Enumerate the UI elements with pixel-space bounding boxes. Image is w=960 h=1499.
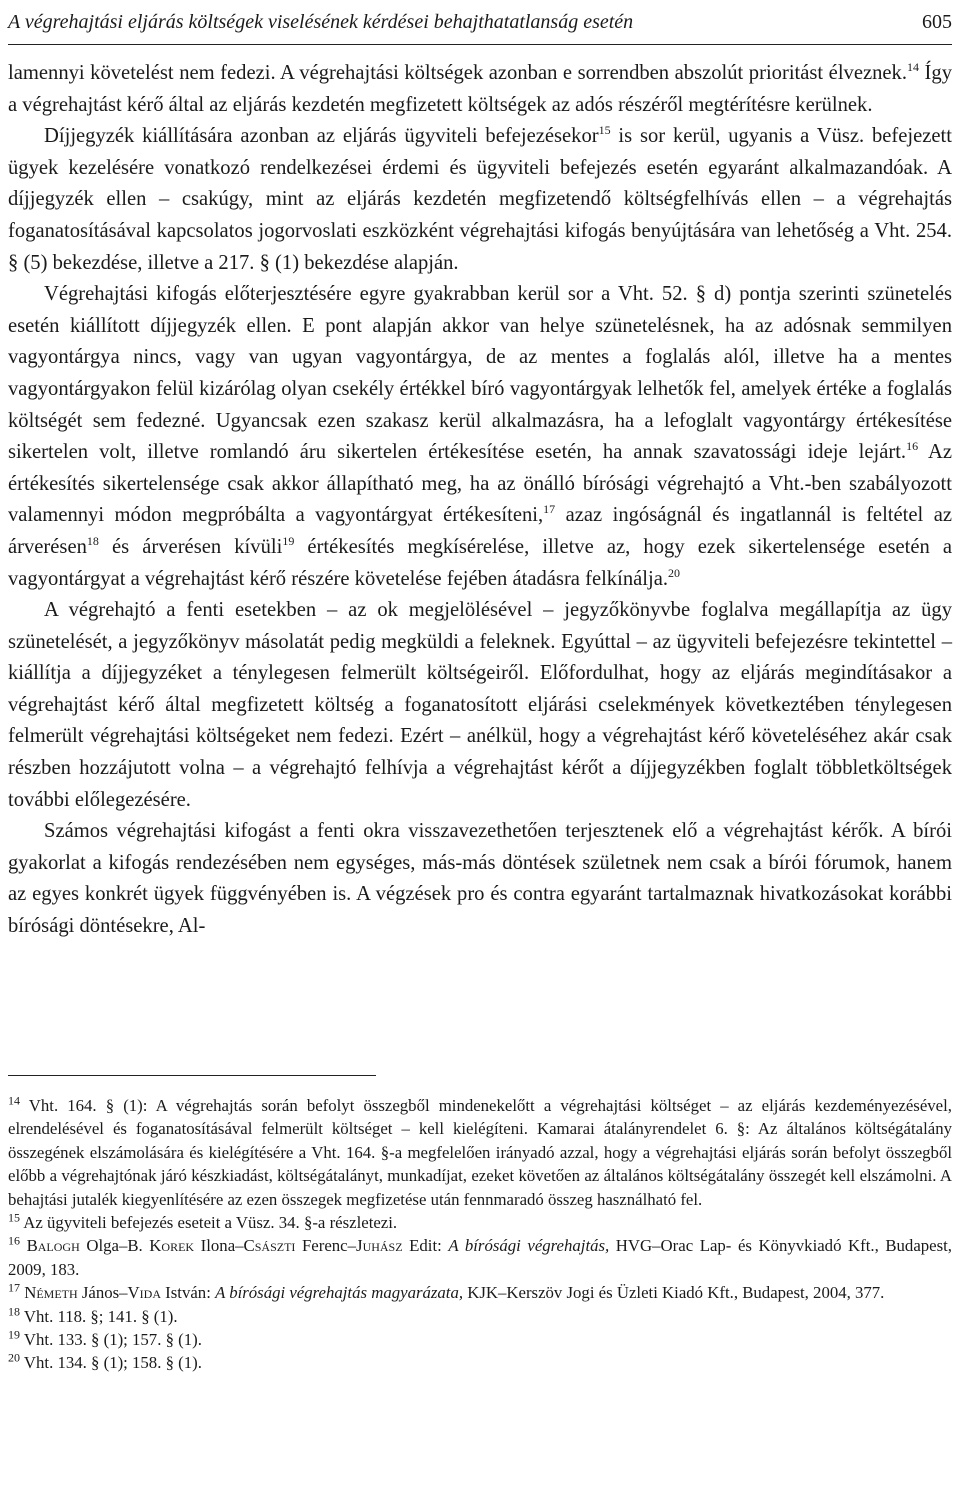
author-name: émeth [36, 1283, 78, 1303]
author-text: Ferenc–J [295, 1236, 363, 1256]
page-number: 605 [922, 10, 952, 33]
footnote-text: KJK–Kerszöv Jogi és Üzleti Kiadó Kft., Budapest, 2004, 377. [463, 1283, 885, 1303]
footnote-number: 16 [8, 1233, 20, 1248]
footnote-number: 19 [8, 1327, 20, 1342]
text-run: Az értékesítés sikertelensége csak akkor állapítható meg, ha az önálló bírósági végrehajtó a Vht.-ben szabályozott valamennyi módon megpróbálta a vagyontárgyat értékesíteni, [8, 441, 952, 527]
paragraph [8, 58, 952, 121]
footnote-20 [8, 1351, 952, 1374]
main-text [8, 58, 952, 943]
footnote-ref: 19 [282, 534, 295, 549]
text-run: lamennyi követelést nem fedezi. A végrehajtási költségek azonban e sorrendben abszolút prioritást élveznek. [8, 62, 907, 84]
footnotes [8, 1094, 952, 1375]
book-title: A bírósági végrehajtás, [448, 1236, 610, 1256]
footnote-16 [8, 1234, 952, 1281]
footnote-number: 15 [8, 1210, 20, 1225]
text-run: értékesítés megkísérelése, illetve az, hogy ezek sikertelensége esetén a vagyontárgyat a végrehajtást kérő részére követelése fejében átadásra felkínálja. [8, 535, 953, 590]
footnote-text: HVG–Orac Lap- és Könyvkiadó Kft., Budapest, 2009, 183. [8, 1236, 953, 1279]
author-text: István: [160, 1283, 216, 1303]
footnote-number: 14 [8, 1093, 20, 1108]
footnote-ref: 14 [907, 60, 919, 75]
author-name: orek [161, 1236, 195, 1256]
footnote-number: 20 [8, 1350, 20, 1365]
footnote-18 [8, 1305, 952, 1328]
text-run: is sor kerül, ugyanis a Vüsz. befejezett ügyek kezelésére vonatkozó rendelkezései érdemi és ügyviteli befejezés esetén egyaránt alkalmazandóak. A díjjegyzék ellen – csakúgy, mint az eljárás kezdetén megfizetendő költségfelhívás ellen – a végrehajtás foganatosításával kapcsolatos jogorvoslati eszközként végrehajtási kifogás benyújtására van lehetőség a Vht. 254. § (5) bekezdése, illetve a 217. § (1) bekezdése alapján. [8, 125, 953, 274]
text-run: Díjjegyzék kiállítására azonban az eljárás ügyviteli befejezésekor [44, 125, 599, 148]
author-name: ida [139, 1283, 161, 1303]
book-title: A bírósági végrehajtás magyarázata, [215, 1283, 464, 1303]
footnote-text: Vht. 164. § (1): A végrehajtás során befolyt összegből mindenekelőtt a végrehajtási költséget – az eljárás kezdeményezésével, elrendelésével és foganatosításával felmerült költséget – kell kielégíteni. Kamarai átalányrendelet 6. §: Az általános költségátalány összegének elszámolására és kielégítésére a Vht. 164. §-a megfelelően irányadó azzal, hogy a végrehajtási eljárás során befolyt összegből előbb a végrehajtónak járó készkiadást, költségátalányt, munkadíjat, ezeket követően az általános költségátalány összegét kell elszámolni. A behajtási jutalék kiegyenlítésére az ezen összegek megfizetése után fennmaradó összeg használható fel. [8, 1096, 952, 1209]
footnote-text: Vht. 133. § (1); 157. § (1). [20, 1330, 202, 1350]
author-name: uhász [362, 1236, 403, 1256]
paragraph [8, 121, 952, 279]
footnote-number: 17 [8, 1280, 20, 1295]
footnote-ref: 20 [668, 565, 680, 580]
footnote-text: Vht. 134. § (1); 158. § (1). [20, 1353, 202, 1373]
paragraph [8, 279, 952, 595]
author-name: sászti [254, 1236, 296, 1256]
paragraph: Számos végrehajtási kifogást a fenti okra visszavezethetően terjesztenek elő a végrehajtást kérők. A bírói gyakorlat a kifogás rendezésében nem egységes, más-más döntések születnek nem csak a bírói fórumok, hanem az egyes konkrét ügyek függvényében is. A végzések pro és contra egyaránt tartalmaznak hivatkozásokat korábbi bírósági döntésekre, Al- [8, 820, 952, 938]
text-run: és árverésen kívüli [98, 535, 283, 558]
footnote-19 [8, 1328, 952, 1351]
footnote-17 [8, 1281, 952, 1304]
author-initial: B [20, 1236, 38, 1256]
author-name: alogh [37, 1236, 80, 1256]
footnote-14 [8, 1094, 952, 1211]
running-title: A végrehajtási eljárás költségek viselésének kérdései behajthatatlanság esetén [8, 10, 634, 33]
footnote-separator [8, 1075, 376, 1076]
footnote-15 [8, 1211, 952, 1234]
footnote-number: 18 [8, 1304, 20, 1319]
running-header [8, 0, 952, 45]
author-text: Edit: [402, 1236, 449, 1256]
author-text: János–V [77, 1283, 140, 1303]
author-initial: N [20, 1283, 37, 1303]
paragraph: A végrehajtó a fenti esetekben – az ok megjelölésével – jegyzőkönyvbe foglalva megállapítja az ügy szünetelését, a jegyzőkönyv másolatát pedig megküldi a feleknek. Egyúttal – az ügyviteli befejezésre tekintettel – kiállítja a díjjegyzéket a ténylegesen felmerült költségeiről. Előfordulhat, hogy az eljárás megindításakor a végrehajtást kérő által megfizetett költség a foganatosított eljárási cselekmények következtében ténylegesen felmerült végrehajtási költségeket nem fedezi. Ezért – anélkül, hogy a végrehajtást kérő követeléséhez akár csak részben hozzájutott volna – a végrehajtó felhívja a végrehajtást kérőt a díjjegyzékben foglalt többletköltségek további előlegezésére. [8, 599, 952, 811]
footnote-ref: 17 [543, 502, 556, 517]
text-run: azaz ingóságnál és ingatlannál is feltétel az árverésen [8, 504, 952, 558]
footnote-ref: 16 [906, 439, 919, 454]
footnote-ref: 18 [86, 534, 99, 549]
text-run: Végrehajtási kifogás előterjesztésére egyre gyakrabban kerül sor a Vht. 52. § d) pontja szerinti szünetelés esetén kiállított díjjegyzék ellen. E pont alapján akkor van helye szünetelésnek, ha az adósnak semmilyen vagyontárgya nincs, vagy van ugyan vagyontárgya, de az mentes a foglalás alól, illetve ha a mentes vagyontárgyakon felül kizárólag olyan csekély értékkel bíró vagyontárgyak lelhetők fel, amelyek értéke a foglalás költségét sem fedezné. Ugyancsak ezen szakasz kerül alkalmazásra, ha a lefoglalt vagyontárgy értékesítése sikertelen volt, illetve romlandó áru sikertelen értékesítése esetén, ha annak szavatossági ideje lejárt. [8, 283, 952, 464]
author-text: Ilona–C [194, 1236, 255, 1256]
footnote-ref: 15 [598, 123, 611, 138]
text-run: Így a végrehajtást kérő által az eljárás kezdetén megfizetett költségek az adós részéről megtérítésre kerülnek. [8, 62, 952, 116]
footnote-text: Az ügyviteli befejezés eseteit a Vüsz. 34. §-a részletezi. [20, 1213, 398, 1233]
author-text: Olga–B. K [79, 1236, 162, 1256]
footnote-text: Vht. 118. §; 141. § (1). [20, 1306, 178, 1326]
